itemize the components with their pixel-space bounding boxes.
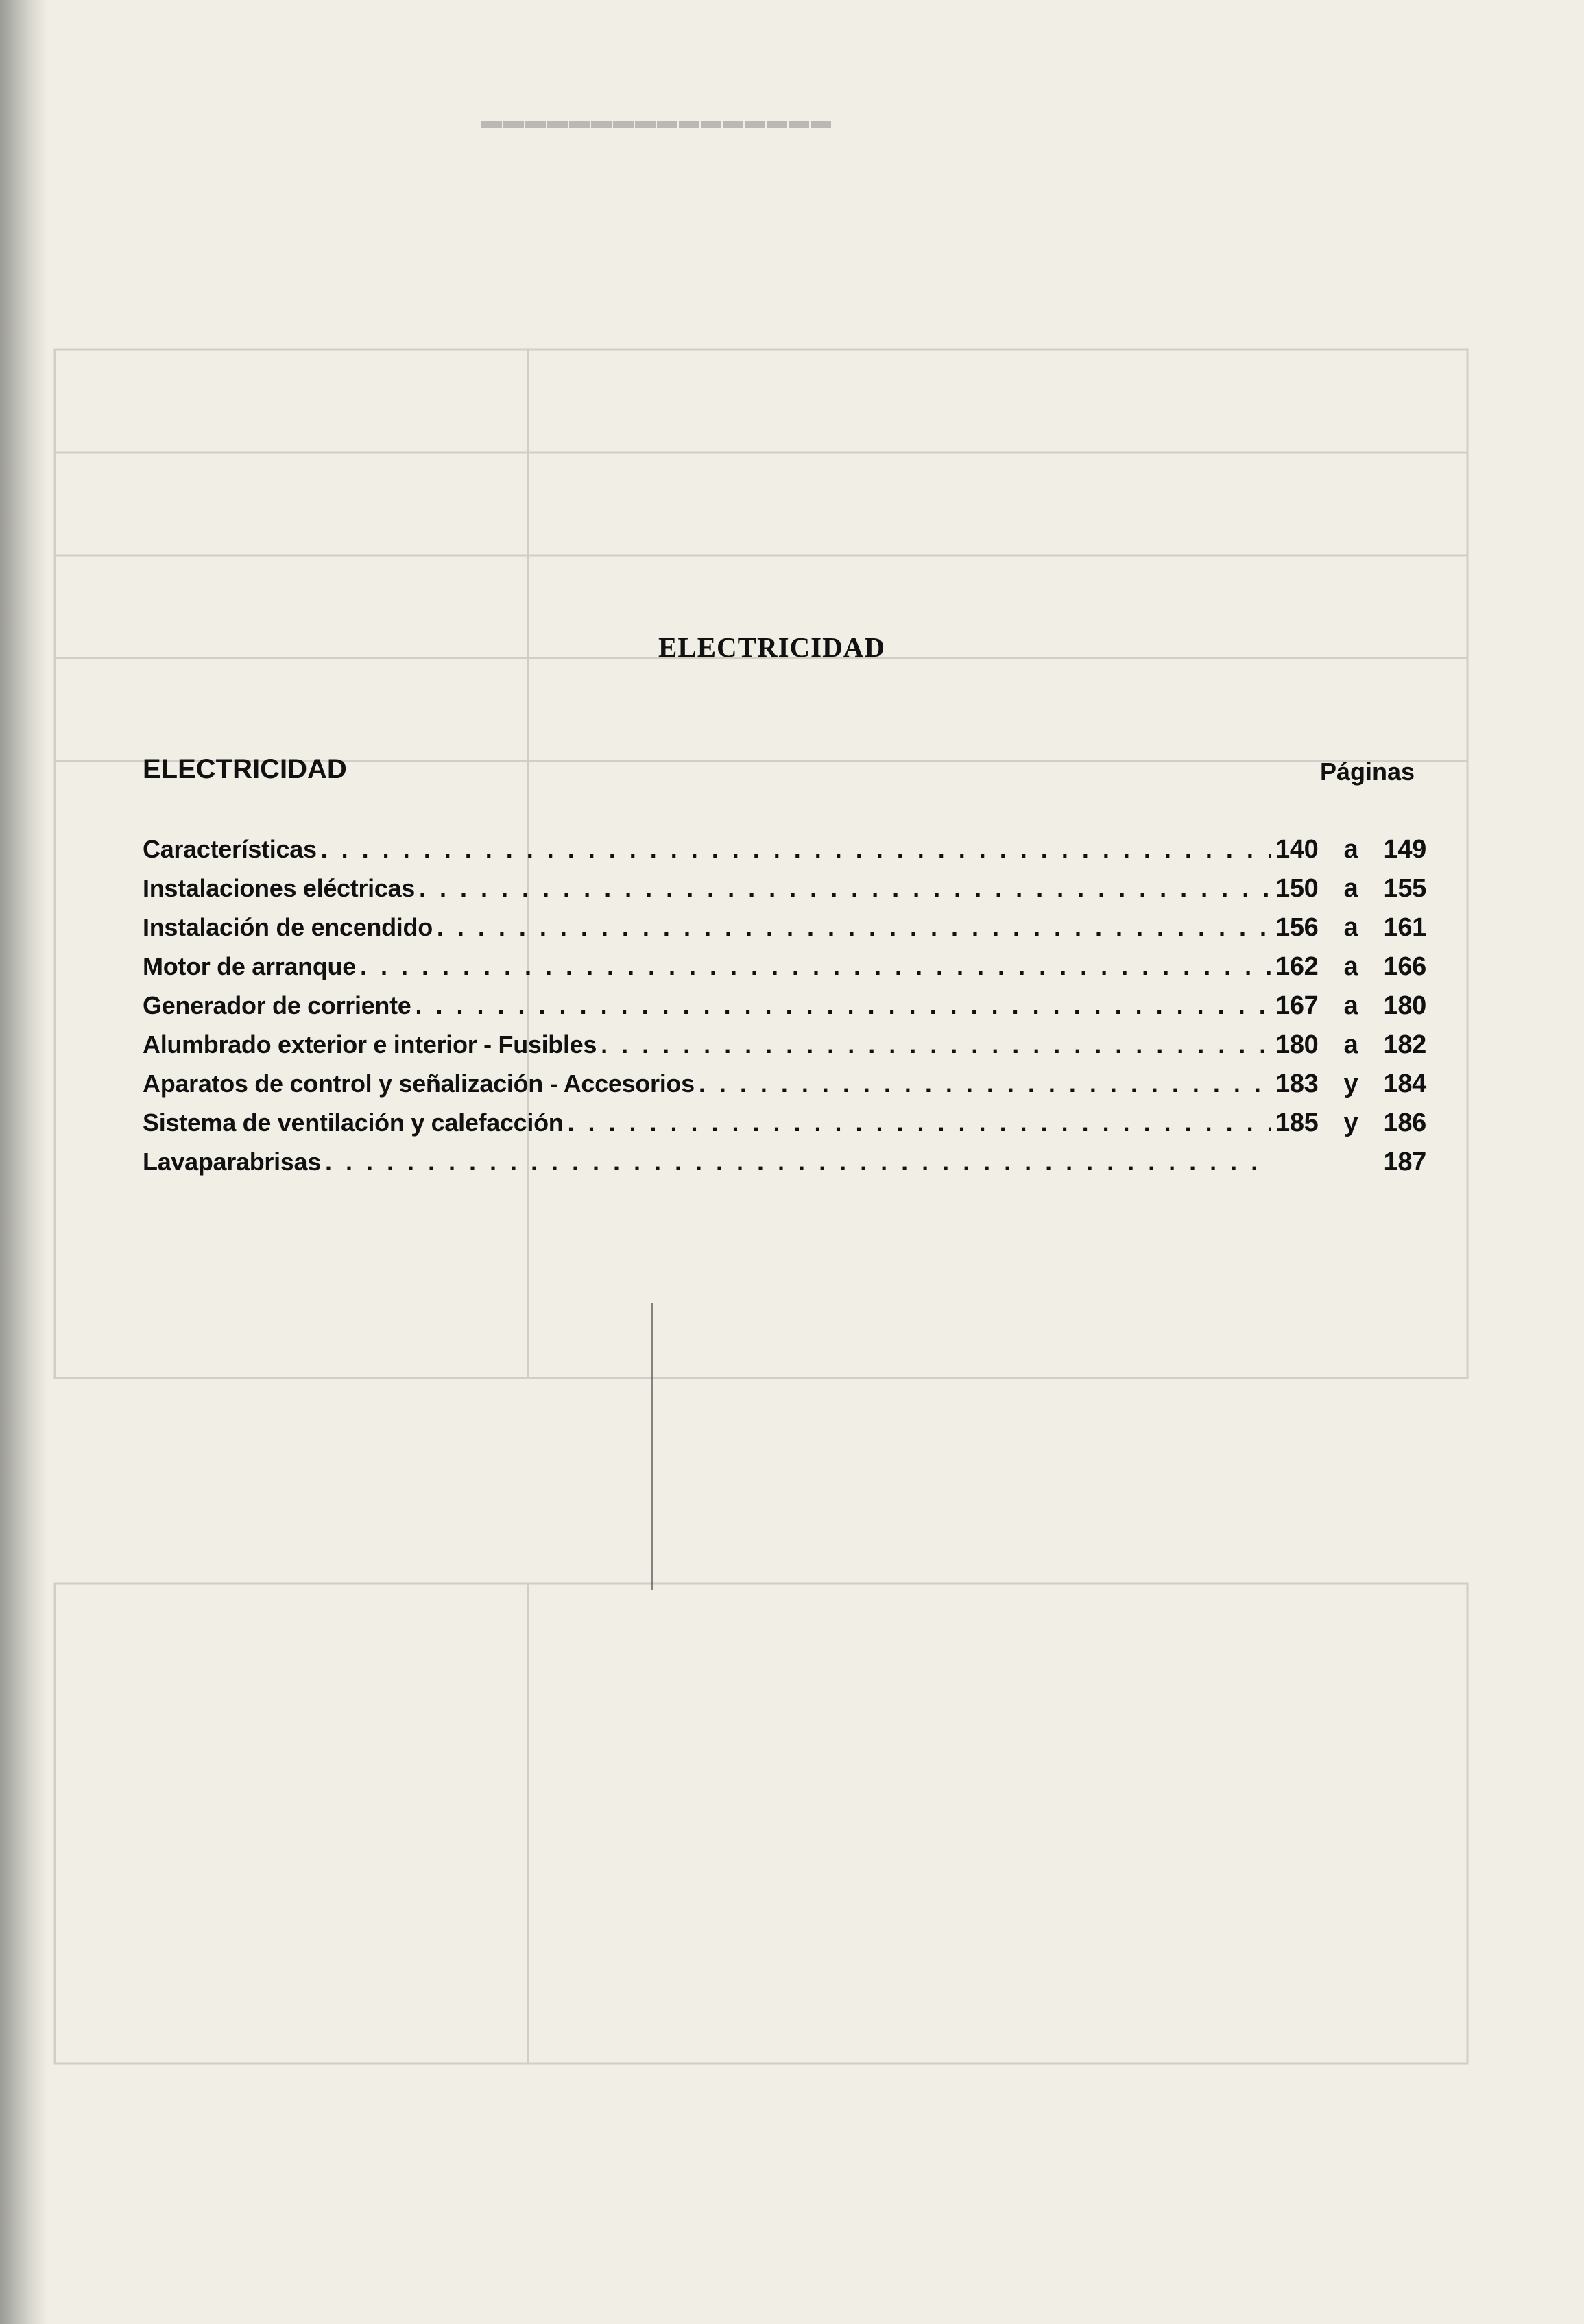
range-conjunction: a <box>1343 874 1358 903</box>
toc-item <box>143 1030 1426 1069</box>
page-from: 183 <box>1275 1069 1319 1098</box>
toc-page-range <box>1275 913 1426 943</box>
toc-item <box>143 1109 1426 1148</box>
page-to: 166 <box>1383 952 1426 981</box>
page-single: 187 <box>1383 1148 1426 1176</box>
range-conjunction: y <box>1343 1069 1358 1098</box>
page-from: 185 <box>1275 1109 1319 1137</box>
toc-item <box>143 835 1426 874</box>
toc-item <box>143 913 1426 952</box>
toc-label: Lavaparabrisas <box>143 1148 321 1176</box>
toc-label: Generador de corriente <box>143 991 411 1019</box>
page-to: 149 <box>1383 835 1426 864</box>
page-from: 140 <box>1275 835 1319 864</box>
scan-crease <box>651 1303 653 1590</box>
page-to: 161 <box>1383 913 1426 942</box>
page-to: 180 <box>1383 991 1426 1020</box>
dot-leader <box>419 874 1271 903</box>
range-conjunction: y <box>1343 1109 1358 1137</box>
dot-leader <box>321 835 1271 864</box>
dot-leader <box>416 991 1271 1020</box>
toc-label: Características <box>143 835 317 863</box>
toc-label: Instalaciones eléctricas <box>143 874 416 902</box>
page-from: 150 <box>1275 874 1319 903</box>
toc-label: Alumbrado exterior e interior - Fusibles <box>143 1030 597 1058</box>
toc-item <box>143 952 1426 991</box>
dot-leader <box>360 952 1271 981</box>
page-to: 184 <box>1383 1069 1426 1098</box>
page-from: 180 <box>1275 1030 1319 1059</box>
toc-page-range <box>1275 874 1426 904</box>
page-to: 155 <box>1383 874 1426 903</box>
pages-column-header: Páginas <box>1320 758 1415 786</box>
page-heading: ELECTRICIDAD <box>658 631 885 663</box>
dot-leader <box>567 1109 1271 1137</box>
toc-item <box>143 991 1426 1030</box>
range-conjunction: a <box>1343 952 1358 981</box>
toc-page-range <box>1275 835 1426 864</box>
range-conjunction: a <box>1343 913 1358 942</box>
page-to: 182 <box>1383 1030 1426 1059</box>
table-of-contents <box>143 835 1426 1187</box>
toc-item <box>143 1069 1426 1109</box>
toc-page-range <box>1275 1109 1426 1138</box>
toc-label: Sistema de ventilación y calefacción <box>143 1109 564 1137</box>
toc-label: Aparatos de control y señalización - Accesorios <box>143 1069 695 1098</box>
page-to: 186 <box>1383 1109 1426 1137</box>
toc-page-range <box>1275 1069 1426 1099</box>
page-from: 167 <box>1275 991 1319 1020</box>
toc-page-range <box>1275 1030 1426 1060</box>
toc-label: Instalación de encendido <box>143 913 433 941</box>
range-conjunction: a <box>1343 991 1358 1020</box>
toc-page-range <box>1275 952 1426 982</box>
page-from: 156 <box>1275 913 1319 942</box>
page-from: 162 <box>1275 952 1319 981</box>
section-title: ELECTRICIDAD <box>143 754 347 784</box>
dot-leader <box>437 913 1271 942</box>
range-conjunction: a <box>1343 1030 1358 1059</box>
toc-label: Motor de arranque <box>143 952 356 980</box>
reverse-page-header-bleed: ▬▬▬▬▬▬▬▬▬▬▬▬▬▬▬▬ <box>480 110 831 132</box>
toc-page-range <box>1275 991 1426 1021</box>
dot-leader <box>601 1030 1271 1059</box>
toc-page-single <box>1275 1148 1426 1177</box>
range-conjunction: a <box>1343 835 1358 864</box>
toc-item <box>143 1148 1426 1187</box>
scan-edge <box>0 0 48 2324</box>
dot-leader <box>325 1148 1271 1176</box>
dot-leader <box>699 1069 1271 1098</box>
toc-item <box>143 874 1426 913</box>
